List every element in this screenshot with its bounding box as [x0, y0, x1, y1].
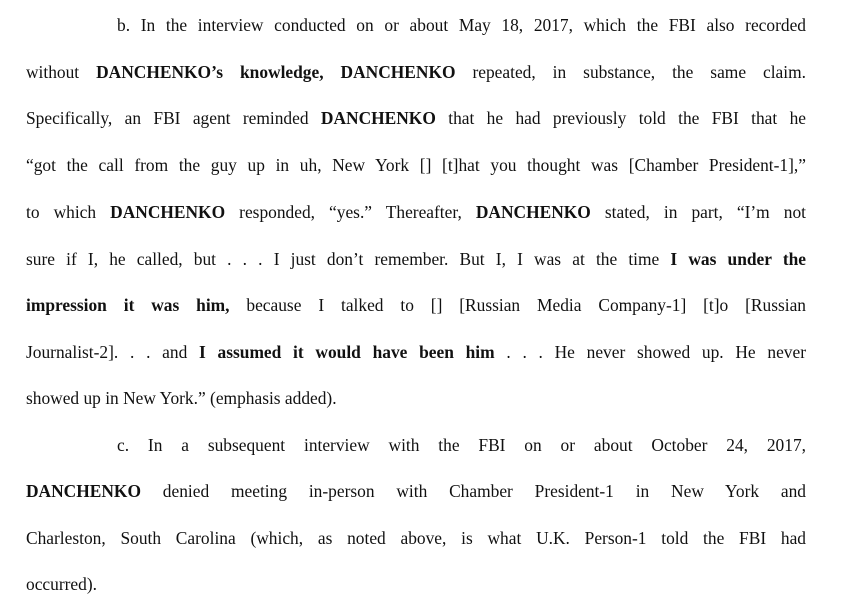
text-span: Charleston, South Carolina (which, as noted above, is what U.K. Person-1 told the FBI had [26, 528, 806, 548]
paragraph-b-line-2 [26, 61, 806, 83]
paragraph-c-line-2 [26, 480, 806, 502]
text-span: without [26, 62, 97, 82]
name-emphasis: DANCHENKO [475, 202, 591, 222]
text-span: b. In the interview conducted on or about May 18, 2017, which the FBI also recorded [117, 15, 806, 35]
text-span: denied meeting in-person with Chamber President-1 in New York and [140, 481, 806, 501]
paragraph-b-line-4 [26, 154, 806, 176]
text-span: “got the call from the guy up in uh, New York [] [t]hat you thought was [Chamber President-1],” [26, 155, 806, 175]
text-span: because I talked to [] [Russian Media Company-1] [t]o [Russian [229, 295, 806, 315]
text-span: Specifically, an FBI agent reminded [26, 108, 321, 128]
text-span: Journalist-2]. . . and [26, 342, 200, 362]
text-span: responded, “yes.” Thereafter, [225, 202, 476, 222]
text-span: occurred). [26, 574, 97, 594]
text-span: that he had previously told the FBI that he [435, 108, 806, 128]
paragraph-b-line-9 [26, 387, 806, 409]
paragraph-b-line-3 [26, 107, 806, 129]
paragraph-b-line-5 [26, 201, 806, 223]
text-span: ’s knowledge, [211, 62, 341, 82]
name-emphasis: DANCHENKO [26, 481, 141, 501]
text-span: sure if I, he called, but . . . I just don’t remember. But I, I was at the time [26, 249, 671, 269]
quote-emphasis: I was under the [670, 249, 807, 269]
name-emphasis: DANCHENKO [320, 108, 436, 128]
paragraph-c-line-4 [26, 573, 806, 595]
text-span: to which [26, 202, 111, 222]
quote-emphasis: impression it was him, [26, 295, 230, 315]
name-emphasis: DANCHENKO [340, 62, 456, 82]
text-span: showed up in New York.” (emphasis added). [26, 388, 337, 408]
quote-emphasis: I assumed it would have been him [199, 342, 495, 362]
paragraph-b-line-6 [26, 248, 806, 270]
text-span: . . . He never showed up. He never [494, 342, 806, 362]
paragraph-b-line-1 [117, 14, 806, 36]
name-emphasis: DANCHENKO [110, 202, 226, 222]
text-span: stated, in part, “I’m not [590, 202, 806, 222]
text-span: repeated, in substance, the same claim. [455, 62, 806, 82]
text-span: c. In a subsequent interview with the FBI on or about October 24, 2017, [117, 435, 806, 455]
name-emphasis: DANCHENKO [96, 62, 212, 82]
paragraph-c-line-3 [26, 527, 806, 549]
paragraph-b-line-8 [26, 341, 806, 363]
paragraph-c-line-1 [117, 434, 806, 456]
paragraph-b-line-7 [26, 294, 806, 316]
